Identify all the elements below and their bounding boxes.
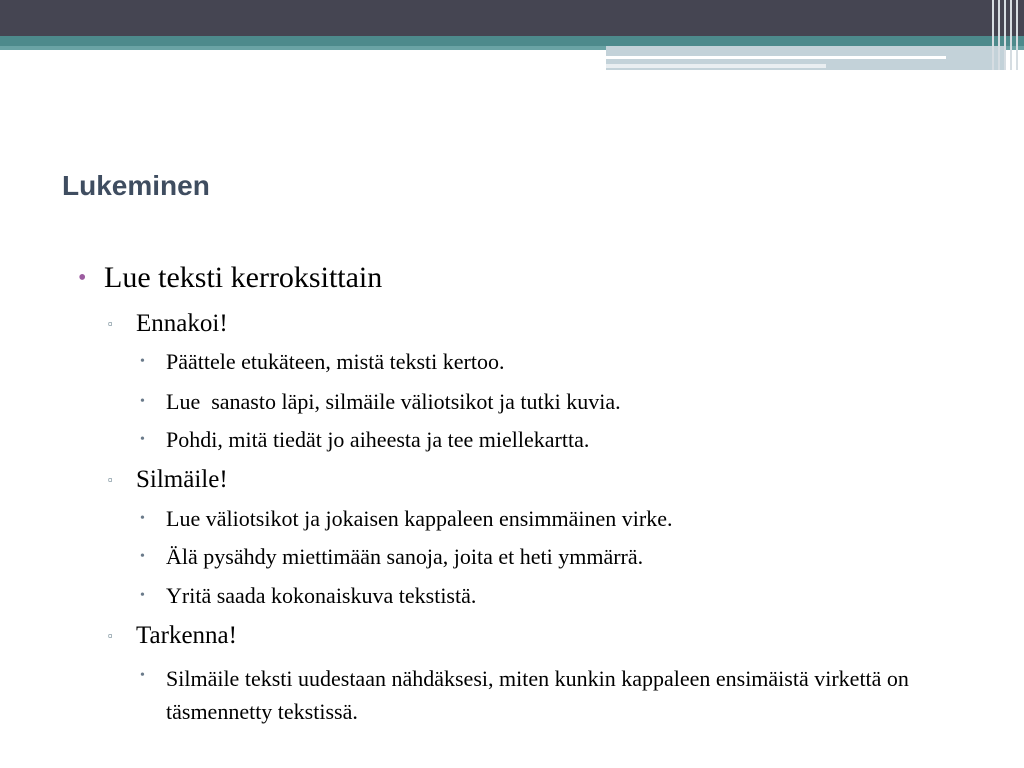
- dot-bullet-icon: •: [140, 354, 145, 369]
- bullet-dot-icon: •: [78, 265, 87, 291]
- header-line: [606, 64, 826, 68]
- square-bullet-icon: ▫: [108, 316, 113, 331]
- dot-bullet-icon: •: [140, 549, 145, 564]
- header-band-teal: [0, 36, 1024, 46]
- header-line: [606, 56, 946, 59]
- dot-bullet-icon: •: [140, 394, 145, 409]
- dot-bullet-icon: •: [140, 588, 145, 603]
- dot-bullet-icon: •: [140, 432, 145, 447]
- main-bullet-text: Lue teksti kerroksittain: [104, 261, 383, 294]
- header-vertical-stripes: [988, 0, 1024, 70]
- dot-bullet-icon: •: [140, 668, 145, 683]
- dot-bullet-icon: •: [140, 511, 145, 526]
- square-bullet-icon: ▫: [108, 628, 113, 643]
- slide-title: Lukeminen: [62, 170, 210, 201]
- header-band-dark: [0, 0, 1024, 36]
- square-bullet-icon: ▫: [108, 472, 113, 487]
